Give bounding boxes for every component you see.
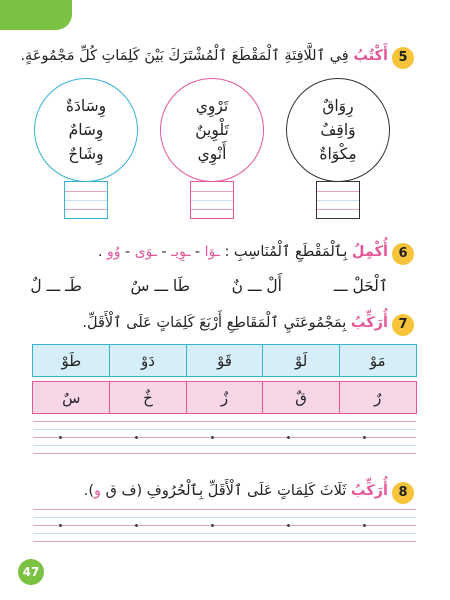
q8-highlight-letter: و <box>94 483 102 499</box>
q6-text: بِٱلْمَقْطَعِ ٱلْمُنَاسِبِ : <box>224 244 348 260</box>
page-number: 47 <box>18 559 44 585</box>
circle1-word: مِكْوَاةٌ <box>319 145 357 163</box>
circle2-word: أَنْوِي <box>197 145 227 163</box>
circle2-word: تَلْوِينٌ <box>195 121 229 139</box>
syllable-cell: سٌ <box>32 381 110 413</box>
answer-box-1[interactable] <box>316 181 360 219</box>
q6-instruction: أُكْمِلُ بِٱلْمَقْطَعِ ٱلْمُنَاسِبِ : ـوَا - ـوِيـ - ـوَى - وُو . <box>97 244 388 260</box>
question-number-6: 6 <box>392 243 414 265</box>
syllable-cell: قَوْ <box>186 344 264 376</box>
syllable-table <box>33 345 416 413</box>
syllable-row-2 <box>33 382 416 413</box>
syllable-row-1 <box>33 345 416 376</box>
word-circle-3 <box>34 78 138 182</box>
syllable-cell: طَوْ <box>32 344 110 376</box>
q5-instruction <box>20 48 388 64</box>
question-number-5: 5 <box>392 47 414 69</box>
circle3-word: وِسَامٌ <box>68 121 104 139</box>
q6-option: ـوَى <box>134 244 157 260</box>
q6-option: ـوِيـ <box>171 244 191 260</box>
q6-option: ـوَا <box>204 244 220 260</box>
q8-verb: أُرَكِّبُ <box>350 483 388 499</box>
q6-blank-1[interactable]: ٱلْحَلْ ـــ <box>333 277 388 295</box>
syllable-cell: خٌ <box>109 381 187 413</box>
q6-option: وُو <box>107 244 121 260</box>
writing-lines-q8[interactable] <box>33 509 416 545</box>
circle3-word: وِسَادَةٌ <box>65 97 107 115</box>
writing-lines-q7[interactable] <box>33 421 416 457</box>
q8-close: ). <box>83 483 94 499</box>
word-circle-2 <box>160 78 264 182</box>
q6-blank-4[interactable]: طَـ ـــ لٌ <box>30 277 82 295</box>
q5-text: فِي ٱللَّافِتَةِ ٱلْمَقْطَعَ ٱلْمُشْتَرَكَ بَيْنَ كَلِمَاتِ كُلِّ مَجْمُوعَةٍ. <box>20 48 349 64</box>
q8-instruction <box>84 483 388 499</box>
syllable-cell: دَوْ <box>109 344 187 376</box>
page-header-tab <box>0 0 72 30</box>
q5-verb: أَكْتُبُ <box>353 48 388 64</box>
word-circle-1 <box>286 78 390 182</box>
syllable-cell: لَوْ <box>262 344 340 376</box>
circle1-word: رِوَاقٌ <box>322 97 354 115</box>
q7-text: بِمَجْمُوعَتَيِ ٱلْمَقَاطِعِ أَرْبَعَ كَلِمَاتٍ عَلَى ٱلْأَقَلِّ. <box>82 315 347 331</box>
circle1-word: وَاقِفٌ <box>320 121 356 139</box>
q7-instruction <box>82 315 388 331</box>
question-number-7: 7 <box>392 314 414 336</box>
syllable-cell: قٌ <box>262 381 340 413</box>
answer-box-3[interactable] <box>64 181 108 219</box>
syllable-cell: زٌ <box>186 381 264 413</box>
answer-box-2[interactable] <box>190 181 234 219</box>
syllable-cell: مَوْ <box>339 344 417 376</box>
question-number-8: 8 <box>392 482 414 504</box>
q6-blank-2[interactable]: أَلْ ـــ نٌ <box>231 277 282 295</box>
syllable-cell: رٌ <box>339 381 417 413</box>
q6-verb: أُكْمِلُ <box>351 244 388 260</box>
circle2-word: تَرْوِي <box>195 97 229 115</box>
q6-blank-3[interactable]: طَا ـــ سٌ <box>130 277 190 295</box>
q8-text: ثَلَاثَ كَلِمَاتٍ عَلَى ٱلْأَقَلِّ بِٱلْحُرُوفِ (ف ق <box>105 483 347 499</box>
q7-verb: أُرَكِّبُ <box>350 315 388 331</box>
circle3-word: وِشَاحٌ <box>68 145 104 163</box>
